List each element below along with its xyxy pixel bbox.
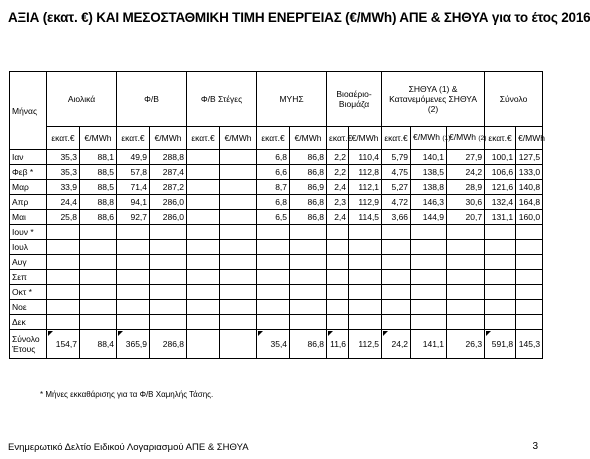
subheader-eur: εκατ.€ [187, 127, 220, 150]
value-cell: 88,1 [80, 150, 117, 165]
value-cell [187, 315, 220, 330]
value-cell: 365,9 [117, 330, 150, 359]
value-cell: 88,6 [80, 210, 117, 225]
value-cell [187, 165, 220, 180]
table-row [10, 255, 543, 270]
value-cell [117, 255, 150, 270]
value-cell [150, 255, 187, 270]
value-cell [327, 300, 349, 315]
value-cell: 3,66 [382, 210, 411, 225]
value-cell: 286,0 [150, 195, 187, 210]
value-cell [47, 300, 80, 315]
page-number: 3 [532, 441, 538, 452]
value-cell: 132,4 [485, 195, 516, 210]
value-cell [447, 300, 485, 315]
value-cell: 2,2 [327, 165, 349, 180]
value-cell: 86,8 [290, 150, 327, 165]
value-cell [117, 225, 150, 240]
value-cell: 6,8 [257, 195, 290, 210]
value-cell [220, 285, 257, 300]
value-cell [117, 270, 150, 285]
value-cell [117, 315, 150, 330]
value-cell: 6,8 [257, 150, 290, 165]
value-cell [220, 165, 257, 180]
value-cell [349, 285, 382, 300]
value-cell [220, 300, 257, 315]
subheader-mwh: €/MWh [80, 127, 117, 150]
table-row [10, 270, 543, 285]
value-cell: 24,4 [47, 195, 80, 210]
month-cell: Ιουν * [10, 225, 47, 240]
subheader-eur: εκατ.€ [327, 127, 349, 150]
value-cell [290, 270, 327, 285]
group-header-total: Σύνολο [485, 72, 543, 127]
value-cell [187, 330, 220, 359]
subheader-mwh: €/MWh [150, 127, 187, 150]
value-cell [485, 315, 516, 330]
value-cell: 2,2 [327, 150, 349, 165]
value-cell: 2,3 [327, 195, 349, 210]
value-cell [290, 255, 327, 270]
value-cell: 25,8 [47, 210, 80, 225]
value-cell: 110,4 [349, 150, 382, 165]
value-cell [382, 225, 411, 240]
value-cell [349, 240, 382, 255]
value-cell [220, 210, 257, 225]
value-cell: 11,6 [327, 330, 349, 359]
month-cell: Μαι [10, 210, 47, 225]
value-cell: 127,5 [516, 150, 543, 165]
value-cell [150, 225, 187, 240]
value-cell: 88,5 [80, 165, 117, 180]
value-cell [327, 270, 349, 285]
value-cell [290, 285, 327, 300]
value-cell: 57,8 [117, 165, 150, 180]
value-cell [447, 315, 485, 330]
month-cell: Σύνολο Έτους [10, 330, 47, 359]
value-cell [516, 315, 543, 330]
value-cell [447, 225, 485, 240]
value-cell [349, 270, 382, 285]
value-cell [327, 240, 349, 255]
value-cell [290, 300, 327, 315]
value-cell: 141,1 [411, 330, 447, 359]
value-cell [411, 225, 447, 240]
subheader-mwh: €/MWh [290, 127, 327, 150]
value-cell: 140,1 [411, 150, 447, 165]
value-cell [47, 270, 80, 285]
group-header-pv-roofs: Φ/Β Στέγες [187, 72, 257, 127]
value-cell: 94,1 [117, 195, 150, 210]
month-cell: Ιαν [10, 150, 47, 165]
subheader-eur: εκατ.€ [382, 127, 411, 150]
value-cell [382, 270, 411, 285]
value-cell [80, 240, 117, 255]
value-cell [220, 225, 257, 240]
value-cell [187, 270, 220, 285]
table-row [10, 300, 543, 315]
value-cell [516, 300, 543, 315]
value-cell [187, 150, 220, 165]
value-cell [257, 300, 290, 315]
value-cell: 133,0 [516, 165, 543, 180]
value-cell: 288,8 [150, 150, 187, 165]
table-row [10, 225, 543, 240]
corner-mark-icon [383, 331, 388, 336]
value-cell [290, 225, 327, 240]
table-body [10, 150, 543, 359]
value-cell [80, 315, 117, 330]
value-cell [257, 270, 290, 285]
value-cell [187, 285, 220, 300]
subheader-row [10, 127, 543, 150]
value-cell [516, 270, 543, 285]
value-cell: 286,8 [150, 330, 187, 359]
value-cell: 114,5 [349, 210, 382, 225]
value-cell [117, 285, 150, 300]
group-header-chp: ΣΗΘΥΑ (1) & Κατανεμόμενες ΣΗΘΥΑ (2) [382, 72, 485, 127]
value-cell [411, 285, 447, 300]
month-cell: Αυγ [10, 255, 47, 270]
value-cell: 86,9 [290, 180, 327, 195]
page-title: ΑΞΙΑ (εκατ. €) ΚΑΙ ΜΕΣΟΣΤΑΘΜΙΚΗ ΤΙΜΗ ΕΝΕΡΓΕΙΑΣ (€/MWh) ΑΠΕ & ΣΗΘΥΑ για το έτος 2016 [8, 10, 590, 25]
value-cell [257, 285, 290, 300]
table-row [10, 240, 543, 255]
value-cell [411, 315, 447, 330]
value-cell [150, 270, 187, 285]
value-cell [47, 315, 80, 330]
value-cell: 28,9 [447, 180, 485, 195]
value-cell [411, 270, 447, 285]
subheader-mwh-1: €/MWh (1) [411, 127, 447, 150]
value-cell [485, 300, 516, 315]
value-cell [327, 315, 349, 330]
value-cell [327, 255, 349, 270]
value-cell: 144,9 [411, 210, 447, 225]
subheader-eur: εκατ.€ [257, 127, 290, 150]
group-header-small-hydro: ΜΥΗΣ [257, 72, 327, 127]
month-cell: Φεβ * [10, 165, 47, 180]
value-cell: 5,79 [382, 150, 411, 165]
value-cell [257, 240, 290, 255]
value-cell [80, 270, 117, 285]
corner-mark-icon [48, 331, 53, 336]
value-cell: 6,5 [257, 210, 290, 225]
value-cell [150, 315, 187, 330]
value-cell: 30,6 [447, 195, 485, 210]
value-cell: 86,8 [290, 210, 327, 225]
month-cell: Μαρ [10, 180, 47, 195]
value-cell: 86,8 [290, 195, 327, 210]
energy-table [9, 71, 543, 359]
value-cell [220, 270, 257, 285]
value-cell [327, 285, 349, 300]
value-cell [47, 240, 80, 255]
value-cell [220, 180, 257, 195]
value-cell: 6,6 [257, 165, 290, 180]
value-cell [47, 225, 80, 240]
subheader-eur: εκατ.€ [47, 127, 80, 150]
value-cell [220, 195, 257, 210]
table-row [10, 315, 543, 330]
value-cell [327, 225, 349, 240]
value-cell [80, 285, 117, 300]
value-cell: 35,3 [47, 150, 80, 165]
value-cell: 26,3 [447, 330, 485, 359]
value-cell [187, 195, 220, 210]
value-cell: 88,8 [80, 195, 117, 210]
value-cell: 160,0 [516, 210, 543, 225]
value-cell: 112,8 [349, 165, 382, 180]
month-header: Μήνας [10, 72, 47, 150]
value-cell: 49,9 [117, 150, 150, 165]
value-cell [290, 315, 327, 330]
value-cell: 287,4 [150, 165, 187, 180]
value-cell: 591,8 [485, 330, 516, 359]
value-cell: 138,5 [411, 165, 447, 180]
value-cell: 100,1 [485, 150, 516, 165]
corner-mark-icon [486, 331, 491, 336]
value-cell [187, 240, 220, 255]
value-cell: 4,75 [382, 165, 411, 180]
month-cell: Απρ [10, 195, 47, 210]
value-cell: 138,8 [411, 180, 447, 195]
value-cell: 287,2 [150, 180, 187, 195]
value-cell [485, 225, 516, 240]
value-cell [349, 300, 382, 315]
value-cell [382, 300, 411, 315]
table-row [10, 165, 543, 180]
value-cell [485, 255, 516, 270]
value-cell [516, 255, 543, 270]
value-cell [47, 285, 80, 300]
value-cell [411, 255, 447, 270]
value-cell: 121,6 [485, 180, 516, 195]
month-cell: Νοε [10, 300, 47, 315]
value-cell: 286,0 [150, 210, 187, 225]
table-row [10, 285, 543, 300]
month-cell: Ιουλ [10, 240, 47, 255]
value-cell [187, 210, 220, 225]
value-cell [349, 225, 382, 240]
value-cell [290, 240, 327, 255]
value-cell [411, 300, 447, 315]
value-cell [187, 255, 220, 270]
value-cell: 86,8 [290, 330, 327, 359]
value-cell: 5,27 [382, 180, 411, 195]
value-cell [220, 150, 257, 165]
month-cell: Σεπ [10, 270, 47, 285]
subheader-eur: εκατ.€ [485, 127, 516, 150]
value-cell [485, 270, 516, 285]
table-row [10, 150, 543, 165]
subheader-mwh: €/MWh [220, 127, 257, 150]
value-cell: 88,5 [80, 180, 117, 195]
value-cell: 35,4 [257, 330, 290, 359]
value-cell [187, 300, 220, 315]
value-cell [117, 240, 150, 255]
value-cell [220, 315, 257, 330]
value-cell [382, 240, 411, 255]
value-cell: 145,3 [516, 330, 543, 359]
corner-mark-icon [258, 331, 263, 336]
value-cell: 146,3 [411, 195, 447, 210]
value-cell: 106,6 [485, 165, 516, 180]
table-row [10, 180, 543, 195]
value-cell [220, 330, 257, 359]
value-cell: 8,7 [257, 180, 290, 195]
value-cell [382, 255, 411, 270]
group-header-biogas: Βιοαέριο-Βιομάζα [327, 72, 382, 127]
value-cell [80, 300, 117, 315]
value-cell: 112,1 [349, 180, 382, 195]
value-cell: 24,2 [447, 165, 485, 180]
value-cell [47, 255, 80, 270]
group-header-pv: Φ/Β [117, 72, 187, 127]
value-cell: 131,1 [485, 210, 516, 225]
value-cell [485, 285, 516, 300]
value-cell [257, 315, 290, 330]
table-row [10, 330, 543, 359]
value-cell [447, 270, 485, 285]
value-cell: 35,3 [47, 165, 80, 180]
value-cell [411, 240, 447, 255]
value-cell [382, 315, 411, 330]
value-cell [117, 300, 150, 315]
value-cell: 154,7 [47, 330, 80, 359]
value-cell [485, 240, 516, 255]
value-cell [150, 240, 187, 255]
value-cell: 2,4 [327, 210, 349, 225]
footnote: * Μήνες εκκαθάρισης για τα Φ/Β Χαμηλής Τάσης. [40, 390, 214, 399]
table-row [10, 210, 543, 225]
value-cell [80, 225, 117, 240]
value-cell: 88,4 [80, 330, 117, 359]
corner-mark-icon [118, 331, 123, 336]
month-cell: Δεκ [10, 315, 47, 330]
table-row [10, 195, 543, 210]
corner-mark-icon [328, 331, 333, 336]
value-cell [220, 240, 257, 255]
value-cell: 112,9 [349, 195, 382, 210]
value-cell [349, 255, 382, 270]
subheader-mwh-2: €/MWh (2) [447, 127, 485, 150]
month-cell: Οκτ * [10, 285, 47, 300]
subheader-mwh: €/MWh [349, 127, 382, 150]
group-header-wind: Αιολικά [47, 72, 117, 127]
value-cell [516, 225, 543, 240]
value-cell [349, 315, 382, 330]
value-cell: 27,9 [447, 150, 485, 165]
value-cell [447, 255, 485, 270]
value-cell [220, 255, 257, 270]
value-cell [257, 225, 290, 240]
subheader-eur: εκατ.€ [117, 127, 150, 150]
value-cell: 92,7 [117, 210, 150, 225]
value-cell [80, 255, 117, 270]
value-cell: 140,8 [516, 180, 543, 195]
value-cell: 86,8 [290, 165, 327, 180]
value-cell [382, 285, 411, 300]
value-cell [447, 240, 485, 255]
value-cell: 20,7 [447, 210, 485, 225]
value-cell [516, 240, 543, 255]
subheader-mwh: €/MWh [516, 127, 543, 150]
value-cell: 71,4 [117, 180, 150, 195]
value-cell [187, 180, 220, 195]
value-cell: 2,4 [327, 180, 349, 195]
value-cell: 164,8 [516, 195, 543, 210]
value-cell [187, 225, 220, 240]
value-cell: 4,72 [382, 195, 411, 210]
value-cell [516, 285, 543, 300]
value-cell [150, 300, 187, 315]
value-cell: 112,5 [349, 330, 382, 359]
value-cell [257, 255, 290, 270]
value-cell: 33,9 [47, 180, 80, 195]
value-cell [150, 285, 187, 300]
value-cell: 24,2 [382, 330, 411, 359]
footer-text: Ενημερωτικό Δελτίο Ειδικού Λογαριασμού ΑΠΕ & ΣΗΘΥΑ [8, 442, 249, 453]
value-cell [447, 285, 485, 300]
